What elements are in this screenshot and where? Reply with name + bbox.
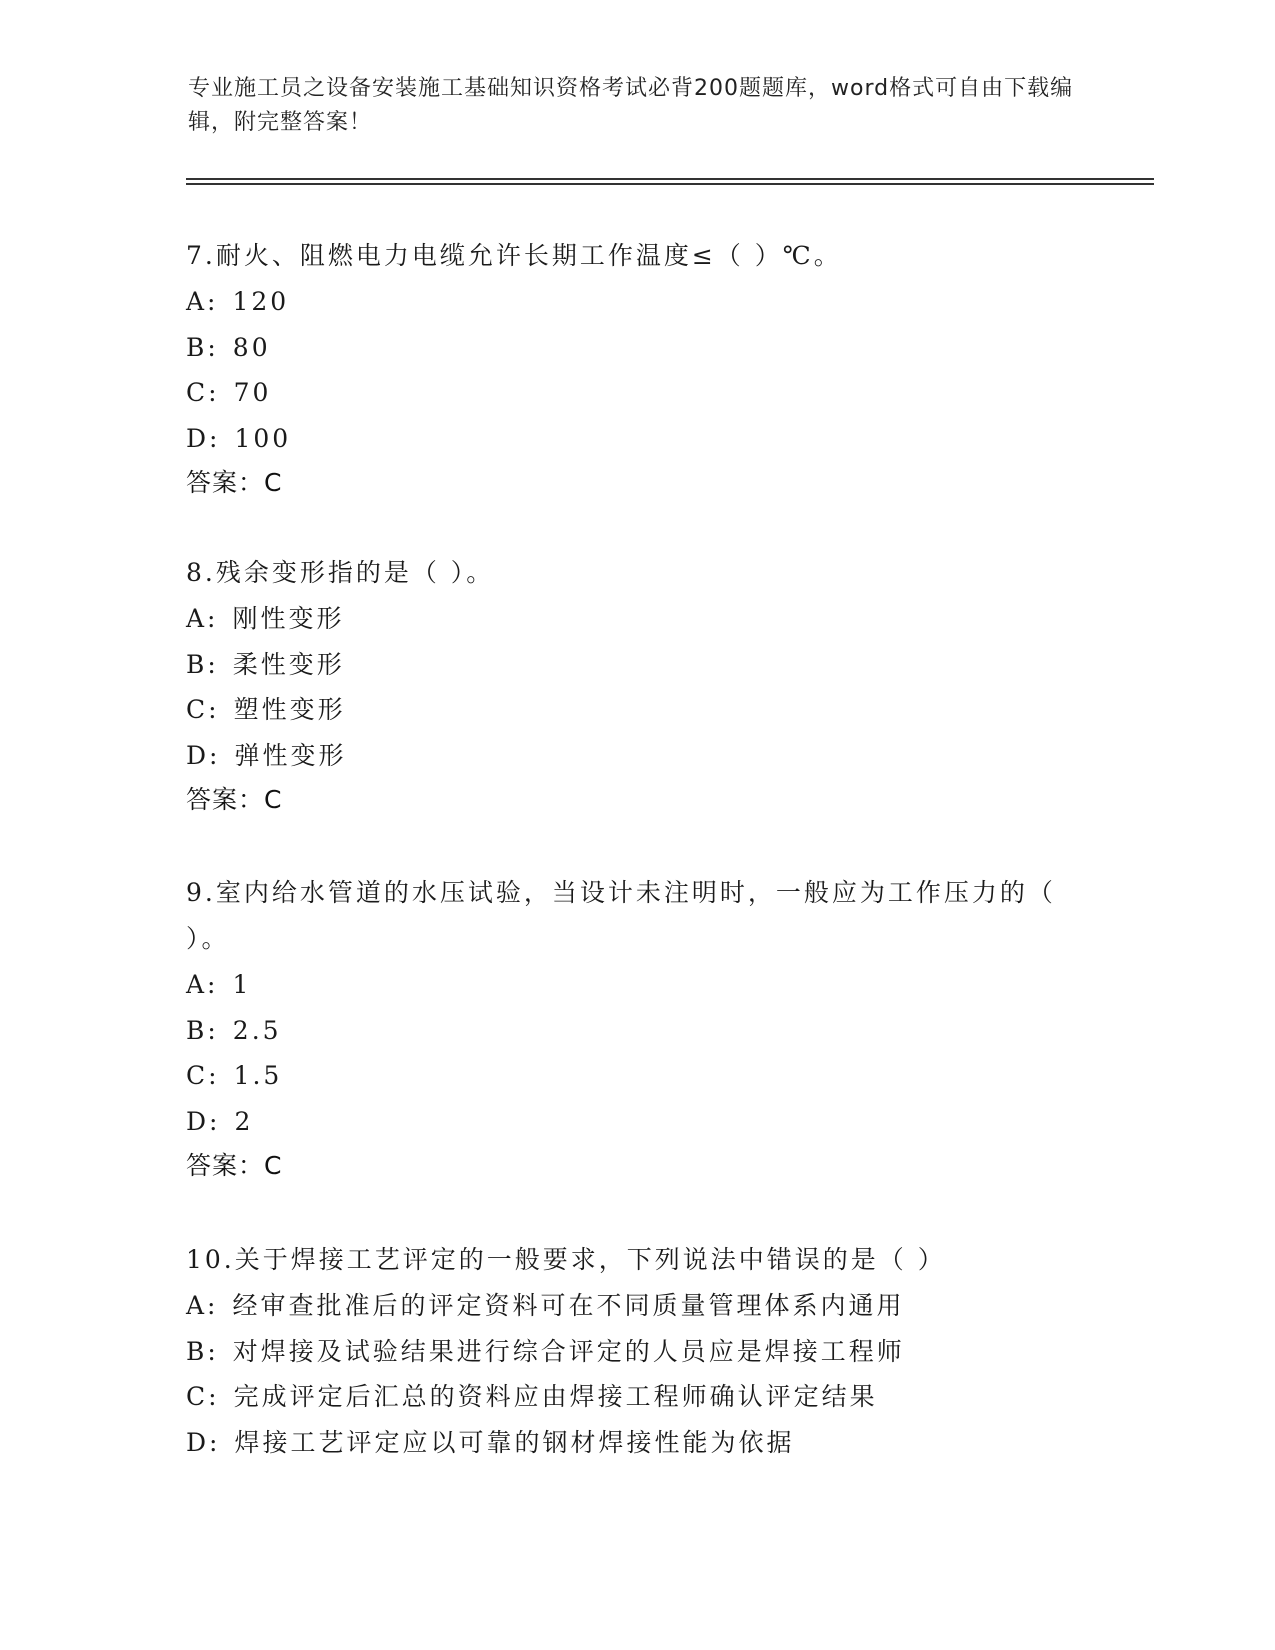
question-stem: 9.室内给水管道的水压试验，当设计未注明时，一般应为工作压力的（ ）。 — [186, 878, 1056, 953]
option-a — [186, 1283, 1106, 1329]
question-8 — [186, 550, 1106, 822]
option-b — [186, 1008, 1106, 1054]
option-value: 刚性变形 — [232, 604, 345, 633]
option-d — [186, 1099, 1106, 1145]
answer-line: 答案：C — [186, 468, 283, 497]
option-b — [186, 642, 1106, 688]
option-letter: C: — [186, 1382, 220, 1411]
option-b — [186, 325, 1106, 371]
option-a — [186, 596, 1106, 642]
option-value: 塑性变形 — [233, 695, 346, 724]
option-d — [186, 733, 1106, 779]
option-value: 完成评定后汇总的资料应由焊接工程师确认评定结果 — [233, 1382, 878, 1411]
option-value: 弹性变形 — [234, 740, 347, 770]
option-letter: B: — [186, 1015, 219, 1045]
option-value: 焊接工艺评定应以可靠的钢材焊接性能为依据 — [234, 1427, 795, 1457]
option-letter: A: — [186, 1291, 219, 1320]
option-letter: C: — [186, 378, 220, 407]
option-value: 100 — [234, 423, 292, 453]
option-c — [186, 370, 1106, 416]
option-c — [186, 1053, 1106, 1099]
option-letter: A: — [186, 287, 219, 316]
option-value: 120 — [232, 287, 290, 316]
question-9 — [186, 870, 1106, 1188]
option-value: 柔性变形 — [232, 649, 345, 679]
option-d — [186, 416, 1106, 462]
option-c — [186, 687, 1106, 733]
header-divider-top — [186, 178, 1154, 180]
option-letter: B: — [186, 332, 219, 362]
option-value: 1 — [232, 970, 252, 999]
option-letter: A: — [186, 604, 219, 633]
option-letter: A: — [186, 970, 219, 999]
option-c — [186, 1374, 1106, 1420]
answer-line: 答案：C — [186, 785, 283, 814]
option-letter: D: — [186, 1427, 221, 1457]
option-letter: C: — [186, 1061, 220, 1090]
option-letter: D: — [186, 740, 221, 770]
option-letter: D: — [186, 423, 221, 453]
option-a — [186, 279, 1106, 325]
option-value: 2.5 — [232, 1015, 282, 1045]
option-value: 对焊接及试验结果进行综合评定的人员应是焊接工程师 — [232, 1336, 905, 1366]
question-stem: 8.残余变形指的是（ ）。 — [186, 558, 495, 587]
option-letter: B: — [186, 649, 219, 679]
option-value: 80 — [232, 332, 271, 362]
header-divider-bottom — [186, 183, 1154, 185]
question-10 — [186, 1237, 1106, 1465]
option-d — [186, 1420, 1106, 1466]
option-value: 1.5 — [233, 1061, 283, 1090]
option-letter: C: — [186, 695, 220, 724]
question-7 — [186, 233, 1106, 505]
option-value: 经审查批准后的评定资料可在不同质量管理体系内通用 — [232, 1291, 905, 1320]
option-a — [186, 962, 1106, 1008]
question-stem: 7.耐火、阻燃电力电缆允许长期工作温度≤（ ）℃。 — [186, 241, 842, 270]
question-stem: 10.关于焊接工艺评定的一般要求，下列说法中错误的是（ ） — [186, 1245, 946, 1274]
option-b — [186, 1329, 1106, 1375]
document-header: 专业施工员之设备安装施工基础知识资格考试必背200题题库，word格式可自由下载编辑，附完整答案！ — [188, 76, 1074, 135]
option-value: 2 — [234, 1106, 254, 1136]
answer-line: 答案：C — [186, 1151, 283, 1180]
option-letter: B: — [186, 1336, 219, 1366]
option-letter: D: — [186, 1106, 221, 1136]
option-value: 70 — [233, 378, 272, 407]
